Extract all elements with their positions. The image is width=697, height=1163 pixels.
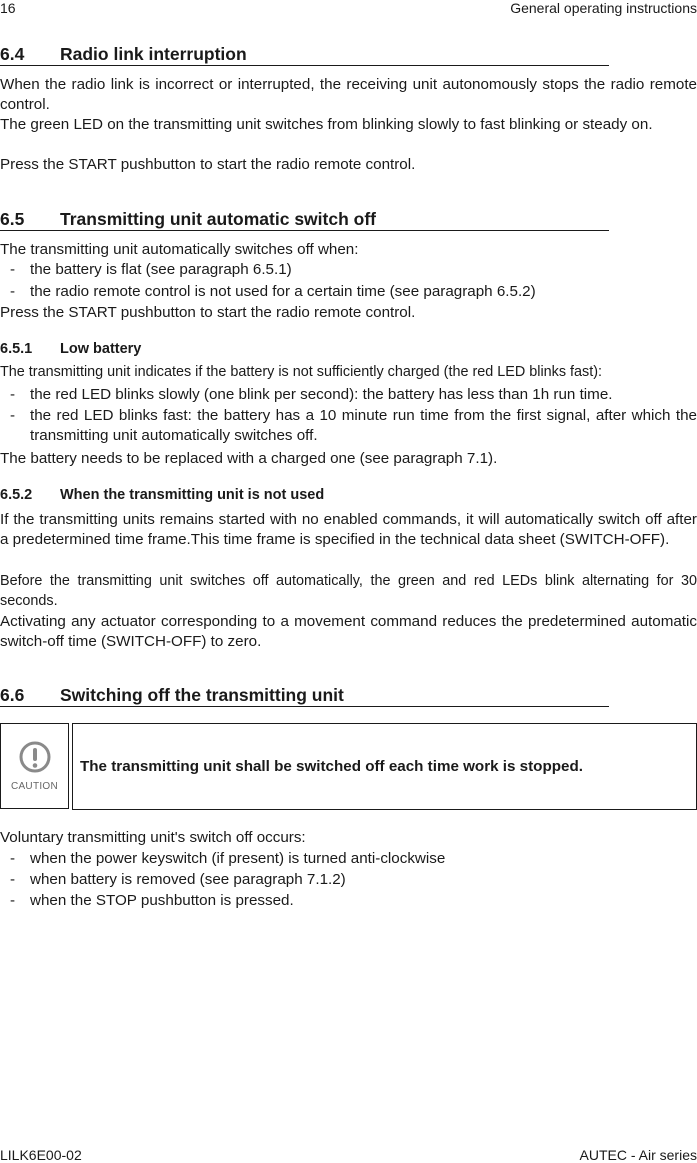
list-item [0, 406, 697, 445]
list-dash: - [10, 261, 16, 278]
section-number: 6.5 [0, 209, 25, 229]
paragraph: Press the START pushbutton to start the radio remote control. [0, 304, 416, 321]
list-item-text: the red LED blinks slowly (one blink per second): the battery has less than 1h run time. [30, 386, 613, 403]
section-title: Transmitting unit automatic switch off [60, 209, 376, 229]
section-title: Radio link interruption [60, 44, 247, 64]
list-item [0, 870, 697, 890]
paragraph: If the transmitting units remains started with no enabled commands, it will automatically switch off after a predetermined time frame.This time frame is specified in the technical data sheet (SWITCH-OFF). [0, 511, 697, 548]
product-series: AUTEC - Air series [579, 1147, 697, 1163]
caution-label: CAUTION [10, 781, 59, 792]
subsection-number: 6.5.2 [0, 487, 33, 503]
list-dash: - [10, 850, 16, 867]
list-item [0, 849, 697, 869]
subsection-title: Low battery [60, 341, 142, 357]
paragraph: Press the START pushbutton to start the radio remote control. [0, 156, 416, 173]
caution-notice [0, 723, 697, 811]
list-item-text: when the STOP pushbutton is pressed. [30, 892, 294, 909]
list-item-text: when the power keyswitch (if present) is turned anti-clockwise [30, 850, 446, 867]
subsection-number: 6.5.1 [0, 341, 33, 357]
subsection-heading-6-5-2 [0, 486, 324, 504]
paragraph: Voluntary transmitting unit's switch off occurs: [0, 829, 306, 846]
paragraph: The green LED on the transmitting unit switches from blinking slowly to fast blinking or steady on. [0, 116, 653, 133]
section-heading-6-5 [0, 209, 609, 231]
page-number: 16 [0, 0, 16, 16]
list-dash: - [10, 871, 16, 888]
section-number: 6.4 [0, 44, 25, 64]
document-code: LILK6E00-02 [0, 1147, 82, 1163]
list-item [0, 260, 697, 280]
list-item [0, 282, 697, 302]
list-item-text: when battery is removed (see paragraph 7.1.2) [30, 871, 346, 888]
paragraph: Before the transmitting unit switches off automatically, the green and red LEDs blink alternating for 30 seconds. [0, 573, 697, 609]
section-heading-6-6 [0, 685, 609, 707]
section-title: Switching off the transmitting unit [60, 685, 344, 705]
caution-icon-cell [0, 723, 69, 809]
paragraph: The transmitting unit automatically switches off when: [0, 241, 359, 258]
list-item-text: the battery is flat (see paragraph 6.5.1) [30, 261, 292, 278]
caution-icon [19, 741, 51, 773]
list-dash: - [10, 892, 16, 909]
paragraph: Activating any actuator corresponding to a movement command reduces the predetermined automatic switch-off time (SWITCH-OFF) to zero. [0, 613, 697, 650]
paragraph: The transmitting unit indicates if the battery is not sufficiently charged (the red LED blinks fast): [0, 364, 603, 380]
list-dash: - [10, 283, 16, 300]
subsection-title: When the transmitting unit is not used [60, 487, 325, 503]
subsection-heading-6-5-1 [0, 340, 141, 358]
caution-text: The transmitting unit shall be switched off each time work is stopped. [80, 758, 583, 775]
caution-text-cell [72, 723, 697, 810]
paragraph: The battery needs to be replaced with a charged one (see paragraph 7.1). [0, 450, 498, 467]
list-item [0, 891, 697, 911]
list-dash: - [10, 386, 16, 403]
list-item [0, 385, 697, 405]
paragraph: When the radio link is incorrect or interrupted, the receiving unit autonomously stops the radio remote control. [0, 76, 697, 113]
running-header: General operating instructions [510, 0, 697, 16]
section-heading-6-4 [0, 44, 609, 66]
section-number: 6.6 [0, 685, 25, 705]
list-dash: - [10, 407, 16, 424]
list-item-text: the radio remote control is not used for a certain time (see paragraph 6.5.2) [30, 283, 536, 300]
list-item-text: the red LED blinks fast: the battery has a 10 minute run time from the first signal, after which the transmitting unit automatically switches off. [30, 407, 697, 444]
